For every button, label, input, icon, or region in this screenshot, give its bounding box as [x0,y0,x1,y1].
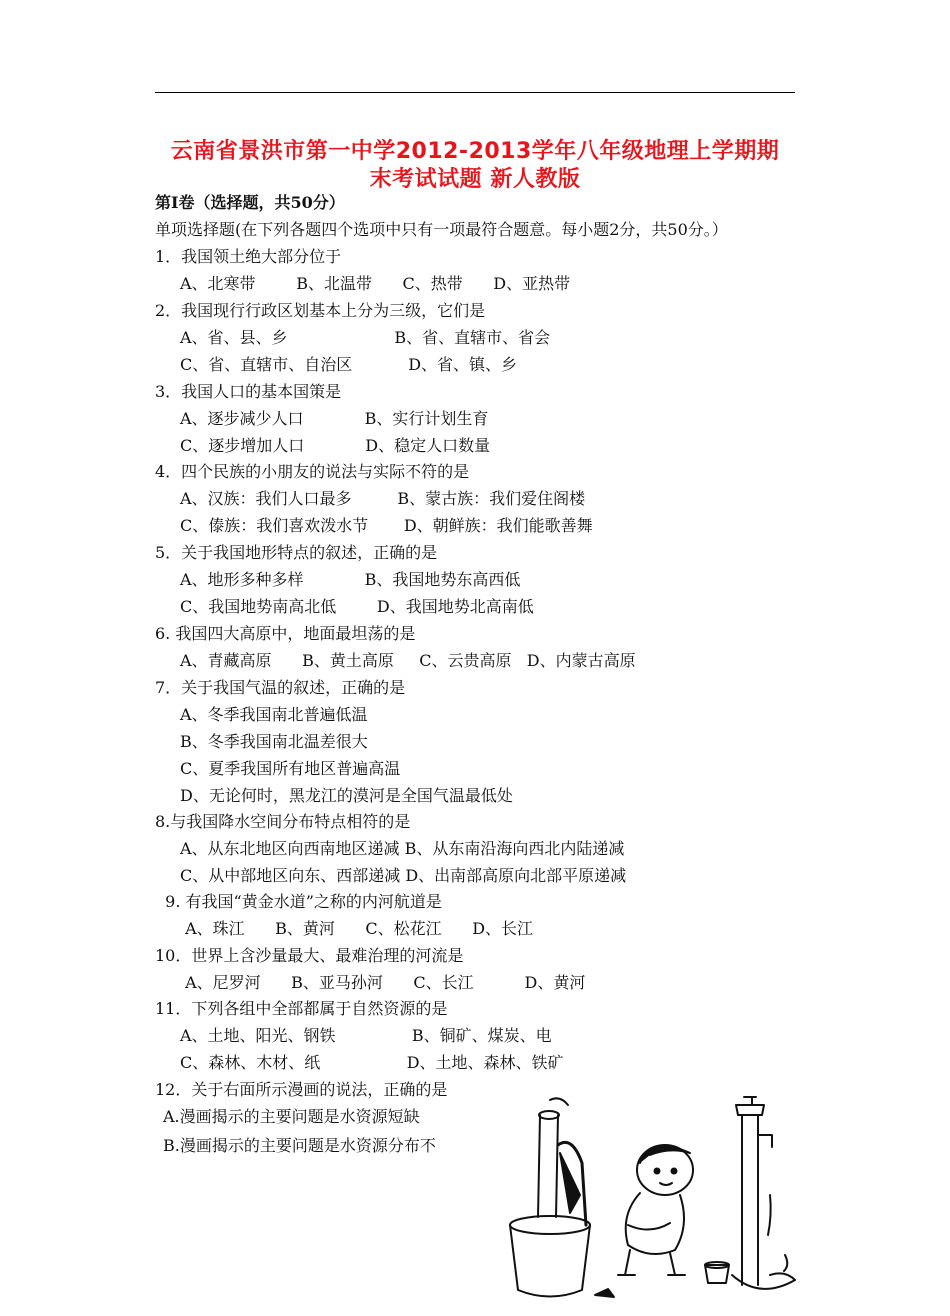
question-options: C、逐步增加人口 D、稳定人口数量 [180,436,491,455]
question-options: C、夏季我国所有地区普遍高温 [180,759,401,778]
bucket-icon [510,1098,590,1296]
question-stem: 12．关于右面所示漫画的说法，正确的是 [155,1080,448,1099]
question-stem: 3．我国人口的基本国策是 [155,382,342,401]
question-options: C、省、直辖市、自治区 D、省、镇、乡 [180,355,518,374]
question-stem: 1．我国领土绝大部分位于 [155,247,342,266]
question-options: A、北寒带 B、北温带 C、热带 D、亚热带 [180,274,571,293]
question-stem: 9. 有我国“黄金水道”之称的内河航道是 [155,892,442,911]
tap-icon [732,1097,795,1289]
question-stem: 7．关于我国气温的叙述，正确的是 [155,678,406,697]
question-stem: 6. 我国四大高原中，地面最坦荡的是 [155,624,416,643]
header-rule [155,92,795,93]
question-options: C、我国地势南高北低 D、我国地势北高南低 [180,597,534,616]
question-options: A、逐步减少人口 B、实行计划生育 [180,409,489,428]
question-options: A、省、县、乡 B、省、直辖市、省会 [180,328,551,347]
page-title-line-1: 云南省景洪市第一中学2012-2013学年八年级地理上学期期 [170,139,780,164]
water-cartoon-illustration [500,1075,800,1310]
question-options: A、青藏高原 B、黄土高原 C、云贵高原 D、内蒙古高原 [180,651,636,670]
child-figure [618,1145,693,1275]
question-options: C、从中部地区向东、西部递减 D、出南部高原向北部平原递减 [180,866,627,885]
question-stem: 8.与我国降水空间分布特点相符的是 [155,812,411,831]
section-heading: 第Ⅰ卷（选择题，共50分） [155,193,345,212]
question-stem: 2．我国现行行政区划基本上分为三级，它们是 [155,301,486,320]
question-options: A、汉族：我们人口最多 B、蒙古族：我们爱住阁楼 [180,489,586,508]
question-options: A.漫画揭示的主要问题是水资源短缺 [163,1107,420,1126]
question-options: A、尼罗河 B、亚马孙河 C、长江 D、黄河 [180,973,586,992]
question-stem: 4．四个民族的小朋友的说法与实际不符的是 [155,462,470,481]
question-options: B、冬季我国南北温差很大 [180,732,368,751]
question-stem: 11．下列各组中全部都属于自然资源的是 [155,999,448,1018]
question-options: C、傣族：我们喜欢泼水节 D、朝鲜族：我们能歌善舞 [180,516,593,535]
question-options: A、土地、阳光、钢铁 B、铜矿、煤炭、电 [180,1026,552,1045]
page-title-line-2: 末考试试题 新人教版 [369,167,581,192]
section-instruction: 单项选择题(在下列各题四个选项中只有一项最符合题意。每小题2分，共50分。） [155,220,728,239]
question-options: A、从东北地区向西南地区递减 B、从东南沿海向西北内陆递减 [180,839,625,858]
question-options: A、珠江 B、黄河 C、松花江 D、长江 [180,919,534,938]
cup-icon [705,1262,729,1283]
question-options: C、森林、木材、纸 D、土地、森林、铁矿 [180,1053,564,1072]
question-stem: 10．世界上含沙量最大、最难治理的河流是 [155,946,464,965]
question-options: D、无论何时，黑龙江的漠河是全国气温最低处 [180,786,513,805]
question-options: A、地形多种多样 B、我国地势东高西低 [180,570,521,589]
question-options: B.漫画揭示的主要问题是水资源分布不 [163,1136,436,1155]
question-options: A、冬季我国南北普遍低温 [180,705,368,724]
question-stem: 5．关于我国地形特点的叙述，正确的是 [155,543,438,562]
